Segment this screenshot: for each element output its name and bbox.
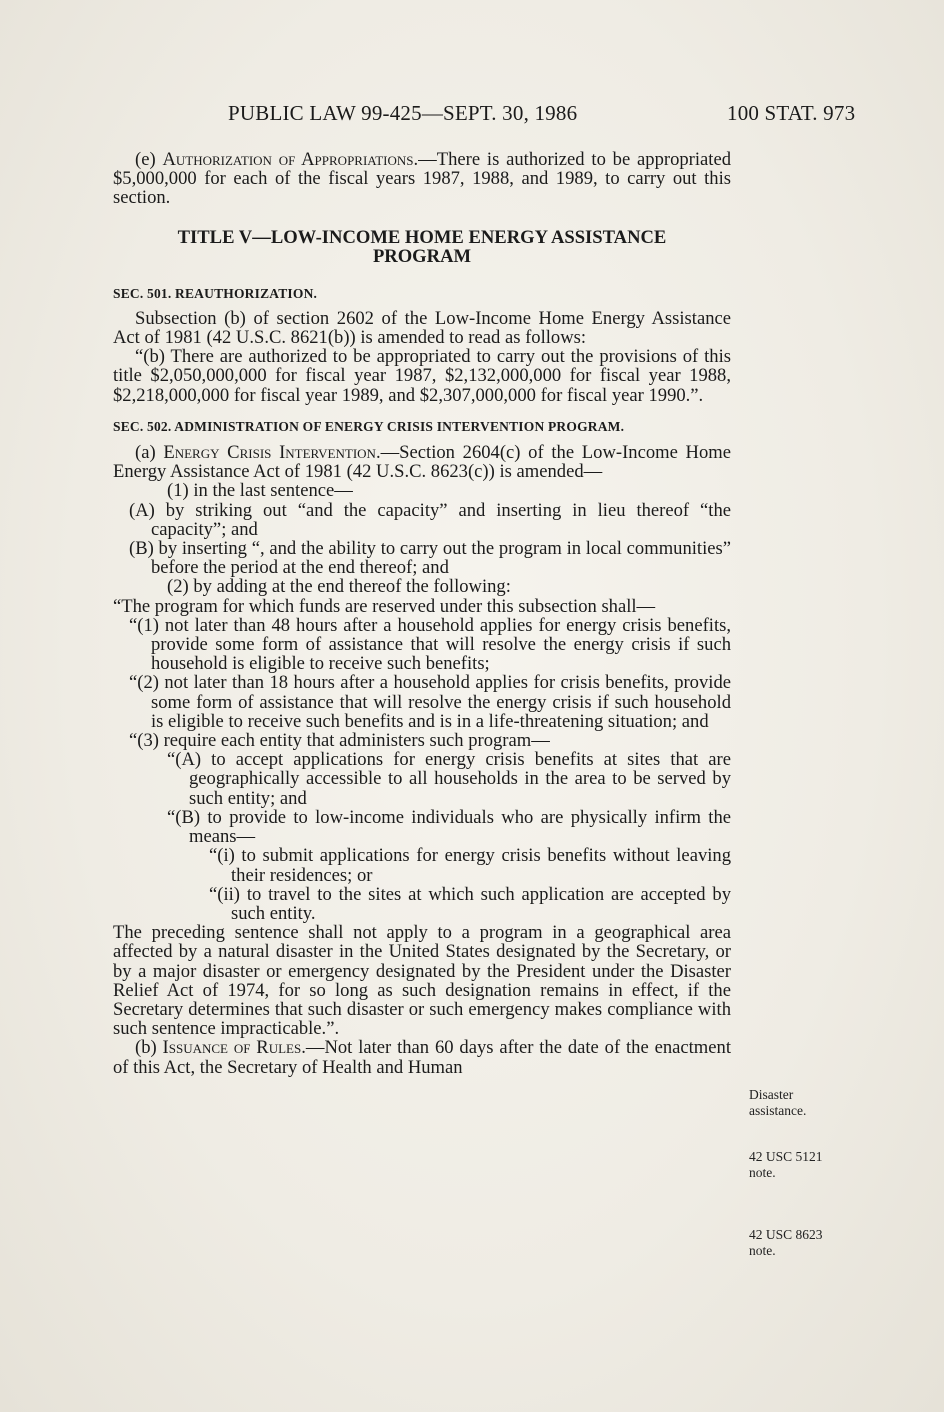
subsection-b-text: .—Not later than 60 days after the date of the enactment of this Act, the Secretary of Health and Human [113,1037,731,1078]
document-body [113,150,731,1077]
stat-citation: 100 STAT. 973 [727,101,856,125]
item-2: (2) by adding at the end thereof the following: [167,576,511,598]
authorization-paragraph [113,150,731,208]
energy-crisis-heading: Energy Crisis Intervention [163,442,376,464]
sec-502-subsection-a [113,443,731,481]
quote-item-3: “(3) require each entity that administers such program— [129,730,550,752]
issuance-heading: Issuance of Rules [162,1037,302,1059]
quote-item-2: “(2) not later than 18 hours after a household applies for crisis benefits, provide some form of assistance that will resolve the energy crisis if such household is eligible to receive such benefits and is in a life-threatening situation; and [129,672,731,732]
law-citation: PUBLIC LAW 99-425—SEPT. 30, 1986 [228,101,578,125]
margin-note-disaster: Disaster assistance. [749,1087,807,1118]
subsection-label: (b) [135,1037,163,1059]
item-A: (A) by striking out “and the capacity” and inserting in lieu thereof “the capacity”; and [129,499,731,540]
subsection-label: (e) [135,149,163,170]
sec-502-subsection-b [113,1038,731,1076]
authorization-text: .—There is authorized to be appropriated $5,000,000 for each of the fiscal years 1987, 1988, and 1989, to carry out this section. [113,149,731,209]
item-1: (1) in the last sentence— [167,480,353,502]
sec-501-heading: SEC. 501. REAUTHORIZATION. [113,285,318,301]
sec-501-paragraph-2: “(b) There are authorized to be appropriated to carry out the provisions of this title $2,050,000,000 for fiscal year 1987, $2,132,000,000 for fiscal year 1988, $2,218,000,000 for fiscal year 1989, and $2,307,000,000 for fiscal year 1990.”. [113,346,731,406]
quote-item-i: “(i) to submit applications for energy crisis benefits without leaving their residences; or [209,845,731,886]
subsection-label: (a) [135,442,164,464]
subsection-a-text: .—Section 2604(c) of the Low-Income Home Energy Assistance Act of 1981 (42 U.S.C. 8623(c)) is amended— [113,442,731,483]
quote-item-ii: “(ii) to travel to the sites at which such application are accepted by such entity. [209,883,731,924]
quote-item-B: “(B) to provide to low-income individuals who are physically infirm the means— [167,806,731,848]
preceding-sentence-paragraph: The preceding sentence shall not apply to a program in a geographical area affected by a natural disaster in the United States designated by the Secretary, or by a major disaster or emergency designated by the President under the Disaster Relief Act of 1974, for so long as such designation remains in effect, if the Secretary determines that such disaster or such emergency makes compliance with such sentence impracticable.”. [113,922,731,1040]
quote-item-1: “(1) not later than 48 hours after a household applies for energy crisis benefits, provide some form of assistance that will resolve the energy crisis if such household is eligible to receive such benefits; [129,614,731,675]
title-v-heading: TITLE V—LOW-INCOME HOME ENERGY ASSISTANCE PROGRAM [177,226,667,267]
sec-502-heading: SEC. 502. ADMINISTRATION OF ENERGY CRISIS INTERVENTION PROGRAM. [113,418,625,434]
quote-intro: “The program for which funds are reserved under this subsection shall— [113,595,656,617]
sec-501-paragraph-1: Subsection (b) of section 2602 of the Low-Income Home Energy Assistance Act of 1981 (42 U.S.C. 8621(b)) is amended to read as follows: [113,307,731,349]
quote-item-A: “(A) to accept applications for energy crisis benefits at sites that are geographically accessible to all households in the area to be served by such entity; and [167,749,731,809]
margin-note-usc-5121: 42 USC 5121 note. [749,1149,823,1180]
authorization-heading: Authorization of Appropriations [162,149,414,170]
margin-note-usc-8623: 42 USC 8623 note. [749,1227,823,1258]
item-B: (B) by inserting “, and the ability to carry out the program in local communities” before the period at the end thereof; and [129,538,731,579]
